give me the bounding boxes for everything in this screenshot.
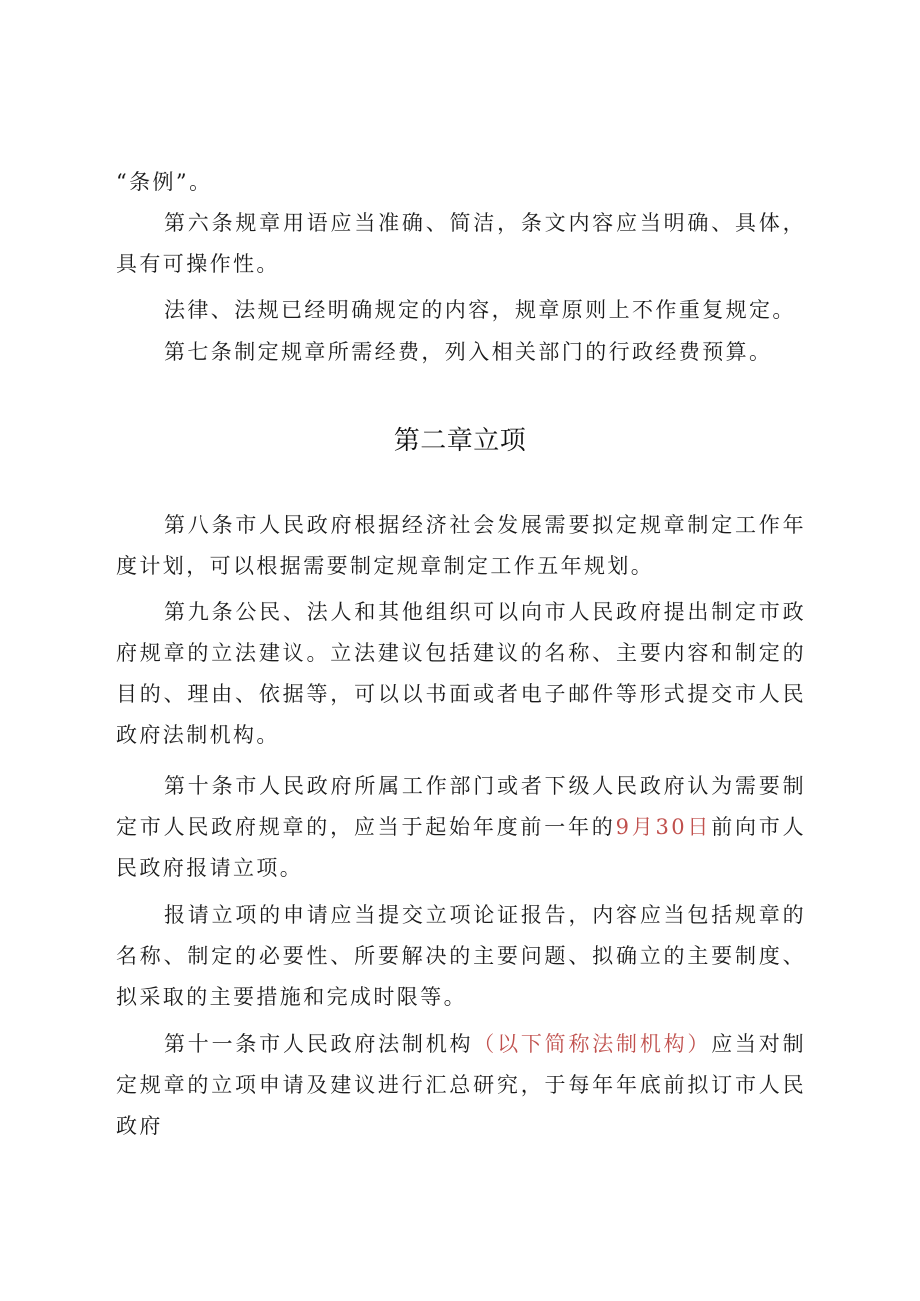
chapter-title: 第二章立项 [393,426,527,456]
article-11-abbreviation-highlight: （以下简称法制机构） [473,1032,712,1056]
article-9: 第九条公民、法人和其他组织可以向市人民政府提出制定市政府规章的立法建议。立法建议包括建议的名称、主要内容和制定的目的、理由、依据等，可以以书面或者电子邮件等形式提交市人民政府法制机构。 [116,600,806,747]
article-11 [116,1024,806,1147]
article-10-report-requirements: 报请立项的申请应当提交立项论证报告，内容应当包括规章的名称、制定的必要性、所要解决的主要问题、拟确立的主要制度、拟采取的主要措施和完成时限等。 [116,903,806,1009]
article-10 [116,766,806,889]
paragraph-continuation: “条例”。 [116,170,213,194]
article-7: 第七条制定规章所需经费，列入相关部门的行政经费预算。 [164,340,773,364]
article-11-text-after: 应当对制定规章的立项申请及建议进行汇总研究，于每年年底前拟订市人民政府 [116,1032,806,1138]
article-10-date-highlight: 9月30日 [615,815,712,839]
article-10-text-after: 前向市人民政府报请立项。 [116,815,806,880]
paragraph-no-repeat: 法律、法规已经明确规定的内容，规章原则上不作重复规定。 [164,298,796,322]
article-8: 第八条市人民政府根据经济社会发展需要拟定规章制定工作年度计划，可以根据需要制定规章制定工作五年规划。 [116,513,806,578]
article-10-text-before: 第十条市人民政府所属工作部门或者下级人民政府认为需要制定市人民政府规章的，应当于起始年度前一年的 [116,774,806,839]
article-6: 第六条规章用语应当准确、简洁，条文内容应当明确、具体，具有可操作性。 [116,211,806,276]
article-11-text-before: 第十一条市人民政府法制机构 [164,1032,474,1056]
